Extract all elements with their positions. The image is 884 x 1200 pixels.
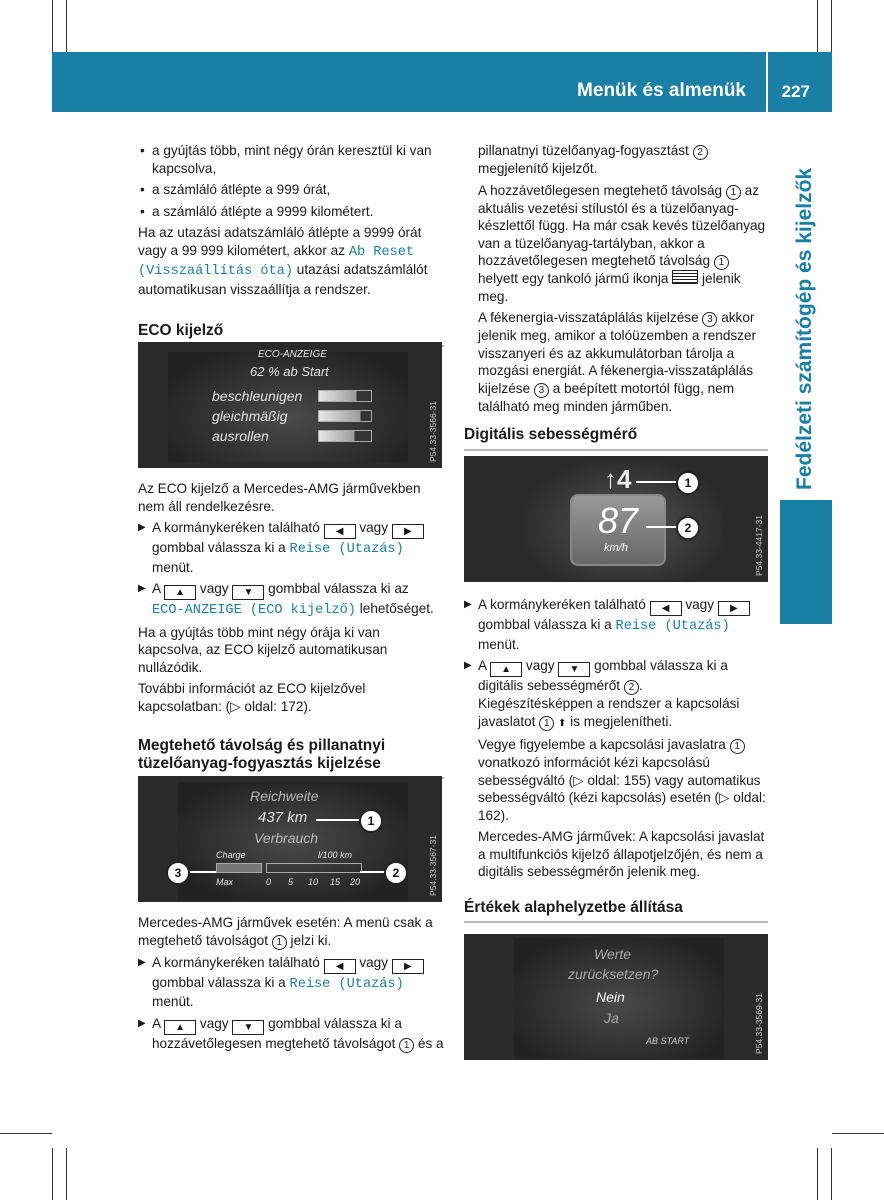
text: vonatkozó információt kézi kapcsolású sebességváltó (▷ oldal: 155) vagy automatikus sebességváltó (kézi kapcsolás) esetén (▷ oldal: 162). [478, 755, 766, 823]
paragraph [478, 309, 768, 415]
consumption-bar [266, 863, 362, 873]
callout-ref-icon: 3 [534, 383, 549, 398]
crop-mark [831, 1148, 832, 1200]
down-key-icon: ▼ [558, 662, 590, 677]
callout-ref-icon: 1 [539, 716, 554, 731]
crop-mark [66, 1148, 67, 1200]
text: A fékenergia-visszatáplálás kijelzése [478, 310, 699, 325]
left-column-2 [138, 480, 444, 779]
figure-id: P54.33-3567-31 [428, 835, 438, 896]
section-heading: Megtehető távolság és pillanatnyi tüzelőanyag-fogyasztás kijelzése [138, 737, 444, 779]
paragraph: Mercedes-AMG járművek: A kapcsolási javaslat a multifunkciós kijelző állapotjelzőjén, és nem a digitális sebességmérőn jelenik meg. [478, 829, 765, 879]
text: utazási adatszámlálót automatikusan visszaállítja a rendszer. [138, 262, 428, 297]
eco-subtitle: 62 % ab Start [250, 364, 329, 379]
text: A kormánykeréken található [478, 597, 646, 612]
unit-label: l/100 km [318, 850, 353, 860]
section-heading: ECO kijelző [138, 322, 444, 347]
tick-label: 0 [266, 877, 272, 887]
side-title-text: Fedélzeti számítógép és kijelzők [793, 167, 816, 490]
step-item [138, 580, 444, 620]
text: A [478, 658, 487, 673]
tick-label: 10 [308, 877, 319, 887]
text: A [152, 1015, 161, 1031]
range-display-image [138, 776, 442, 902]
text: megjelenítő kijelzőt. [478, 161, 598, 176]
paragraph [478, 182, 768, 306]
callout-ref-icon: 1 [726, 185, 741, 200]
right-column-2 [464, 596, 768, 923]
callout-ref-icon: 1 [714, 255, 729, 270]
menu-code: Ab Reset (Visszaállítás óta) [138, 244, 415, 279]
callout-ref-icon: 1 [272, 935, 287, 950]
paragraph [138, 224, 444, 298]
eco-title: ECO-ANZEIGE [258, 349, 327, 360]
crop-mark [52, 1148, 53, 1200]
speed-unit: km/h [604, 542, 628, 554]
right-column [478, 142, 768, 419]
callout-ref-icon: 2 [693, 145, 708, 160]
figure-id: P54.33-3566-31 [428, 401, 438, 462]
text: Mercedes-AMG járművek esetén: A menü csak a megtehető távolságot [138, 915, 433, 948]
up-key-icon: ▲ [490, 662, 522, 677]
option-ja: Ja [604, 1010, 619, 1026]
crop-mark [0, 1133, 52, 1134]
menu-code: Reise (Utazás) [289, 976, 404, 992]
paragraph [464, 736, 768, 824]
text: gombbal válassza ki a [152, 974, 286, 990]
callout-3: 3 [166, 861, 190, 885]
text: jelzi ki. [290, 932, 332, 948]
crop-mark [817, 1148, 818, 1200]
down-key-icon: ▼ [232, 1020, 264, 1035]
text: Vegye figyelembe a kapcsolási javaslatra [478, 737, 726, 752]
text: az aktuális vezetési stílustól és a tüzelőanyag-készlettől függ. Ha már csak kevés tüzelőanyag van a tüzelőanyag-tartályban, akkor a hozzávetőlegesen megtehető távolság [478, 182, 766, 268]
text: A hozzávetőlegesen megtehető távolság [478, 182, 723, 198]
text: vagy [359, 520, 389, 535]
up-key-icon: ▲ [164, 585, 196, 600]
left-column-3 [138, 914, 444, 1057]
text: menüt. [152, 994, 194, 1009]
eco-bar [318, 410, 372, 422]
menu-code: Reise (Utazás) [615, 619, 730, 634]
section-heading: Digitális sebességmérő [464, 426, 768, 451]
callout-1: 1 [676, 471, 700, 495]
menu-code: ECO-ANZEIGE (ECO kijelző) [152, 603, 356, 618]
reset-question: zurücksetzen? [568, 966, 659, 982]
text: A kormánykeréken található [152, 954, 320, 970]
header-divider [766, 52, 768, 112]
reset-question: Werte [594, 946, 632, 962]
text: pillanatnyi tüzelőanyag-fogyasztást [478, 143, 689, 158]
crop-mark [831, 0, 832, 52]
list-item: • a számláló átlépte a 999 órát, [138, 181, 444, 199]
speedometer-image [464, 456, 768, 582]
paragraph [138, 914, 444, 950]
text: vagy [525, 658, 555, 673]
upshift-arrow-icon: ⬆ [558, 717, 567, 729]
left-key-icon: ◀ [650, 601, 682, 616]
gear-indicator: ↑4 [604, 464, 632, 494]
paragraph: Ha a gyújtás több mint négy órája ki van kapcsolva, az ECO kijelző automatikusan nullázódik. [138, 624, 388, 675]
callout-1: 1 [359, 809, 383, 833]
step-item [138, 1015, 444, 1053]
right-heading-1 [464, 426, 768, 451]
list-item: • a számláló átlépte a 9999 kilométert. [138, 203, 444, 221]
eco-display-image [138, 342, 442, 468]
side-tab [780, 500, 832, 624]
left-column [138, 142, 444, 347]
step-item: ▶ A ▲ vagy ▼ gombbal válassza ki a digitális sebességmérőt 2 . Kiegészítésképpen a rendszer a kapcsolási javaslatot 1 ⬆ is megjelenítheti. [464, 657, 768, 732]
step-item [138, 519, 444, 576]
crop-mark [832, 1133, 884, 1134]
callout-ref-icon: 1 [399, 1038, 414, 1053]
callout-line [636, 481, 678, 483]
paragraph: További információt az ECO kijelzővel kapcsolatban: (▷ oldal: 172). [138, 681, 366, 714]
text: gombbal válassza ki a [478, 617, 612, 632]
text: is megjelenítheti. [570, 713, 673, 729]
menu-code: Reise (Utazás) [289, 542, 404, 557]
page-number: 227 [781, 82, 810, 101]
right-key-icon: ▶ [392, 959, 424, 974]
text: gombbal válassza ki a digitális sebességmérőt [478, 658, 728, 693]
callout-line [316, 819, 360, 821]
text: helyett egy tankoló jármű ikonja [478, 271, 669, 286]
max-label: Max [216, 877, 234, 887]
step-item [464, 596, 768, 653]
figure-id: P54.33-4417-31 [754, 515, 764, 576]
side-title [780, 150, 832, 490]
text: menüt. [478, 636, 520, 652]
figure-id: P54.33-3569-31 [754, 993, 764, 1054]
eco-bar [318, 390, 372, 402]
eco-row-label: beschleunigen [212, 388, 303, 404]
callout-line [646, 526, 678, 528]
tick-label: 15 [330, 877, 341, 887]
callout-ref-icon: 3 [702, 312, 717, 327]
text: vagy [359, 954, 389, 970]
section-heading: Értékek alaphelyzetbe állítása [464, 899, 768, 924]
text: vagy [685, 597, 715, 612]
crop-mark [52, 0, 53, 52]
option-nein: Nein [596, 989, 625, 1005]
text: gombbal válassza ki a hozzávetőlegesen megtehető távolságot [152, 1015, 402, 1051]
tick-label: 20 [350, 877, 361, 887]
left-key-icon: ◀ [324, 524, 356, 539]
page-header [52, 52, 832, 112]
callout-ref-icon: 1 [730, 739, 745, 754]
range-label: Reichweite [250, 788, 319, 804]
crop-mark [66, 0, 67, 52]
callout-2: 2 [676, 516, 700, 540]
step-item [138, 954, 444, 1011]
crop-mark [817, 0, 818, 52]
reset-display-image [464, 934, 768, 1060]
ab-start-label: AB START [646, 1036, 690, 1046]
fuel-pump-icon [672, 270, 698, 284]
paragraph [478, 142, 768, 178]
text: Ha az utazási adatszámláló átlépte a 9999 órát vagy a 99 999 kilométert, akkor az [138, 225, 422, 258]
left-key-icon: ◀ [324, 959, 356, 974]
text: A kormánykeréken található [152, 520, 320, 535]
eco-bar [318, 430, 372, 442]
tick-label: 5 [288, 877, 294, 887]
eco-row-label: gleichmäßig [212, 408, 288, 424]
text: lehetőséget. [359, 601, 434, 616]
callout-line [360, 871, 386, 873]
consumption-label: Verbrauch [254, 830, 319, 846]
charge-bar [216, 863, 262, 873]
text: vagy [199, 581, 229, 596]
text: menüt. [152, 559, 194, 575]
text: jelenik meg. [478, 271, 741, 304]
callout-line [186, 871, 216, 873]
section-title: Menük és almenük [577, 80, 746, 101]
text: gombbal válassza ki a [152, 540, 286, 555]
right-key-icon: ▶ [718, 601, 750, 616]
range-value: 437 km [258, 809, 308, 826]
eco-row-label: ausrollen [212, 428, 269, 444]
text: és a [417, 1035, 444, 1051]
right-key-icon: ▶ [392, 524, 424, 539]
text: A [152, 581, 161, 596]
paragraph: Az ECO kijelző a Mercedes-AMG járművekben nem áll rendelkezésre. [138, 481, 421, 514]
up-key-icon: ▲ [164, 1020, 196, 1035]
callout-ref-icon: 2 [624, 680, 639, 695]
down-key-icon: ▼ [232, 585, 264, 600]
text: akkor jelenik meg, amikor a tolóüzemben a rendszer visszanyeri és az akkumulátorban tárolja a mozgási energiát. A fékenergia-visszatáplálás kijelzése [478, 310, 757, 396]
text: a beépített motortól függ, nem található meg minden járműben. [478, 380, 735, 414]
callout-2: 2 [384, 861, 408, 885]
text: Kiegészítésképpen a rendszer a kapcsolási javaslatot [478, 696, 740, 729]
speed-value: 87 [598, 500, 639, 541]
text: vagy [199, 1015, 229, 1031]
text: gombbal válassza ki az [268, 581, 409, 596]
charge-label: Charge [216, 850, 246, 860]
list-item: • a gyújtás több, mint négy órán keresztül ki van kapcsolva, [138, 142, 444, 177]
